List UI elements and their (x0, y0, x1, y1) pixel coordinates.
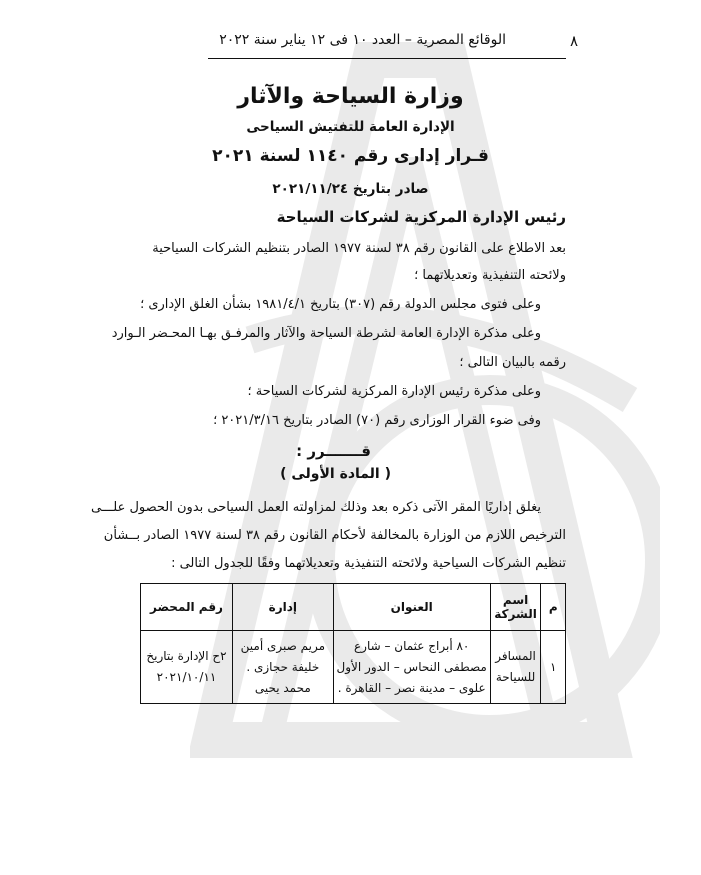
running-title: الوقائع المصرية – العدد ١٠ فى ١٢ يناير سنة ٢٠٢٢ (219, 32, 506, 48)
cell-record-line-1: ٢ح الإدارة بتاريخ (146, 649, 227, 663)
table-row (141, 631, 566, 704)
decides-heading: قـــــــرر : (296, 442, 371, 460)
cell-address-line-1: ٨٠ أبراج عثمان – شارع (353, 638, 470, 653)
department-name: الإدارة العامة للتفتيش السياحى (246, 119, 455, 135)
cell-management-line-1: مريم صبرى أمين (240, 638, 326, 653)
cell-management-line-2: خليفة حجازى . (246, 659, 320, 674)
preamble-line-2: ولائحته التنفيذية وتعديلاتهما ؛ (414, 268, 566, 283)
preamble-line-4: وعلى مذكرة الإدارة العامة لشرطة السياحة والآثار والمرفـق بهـا المحـضر الـوارد (111, 326, 541, 341)
page-header (210, 32, 578, 54)
page-number: ٨ (569, 32, 578, 50)
ministry-title: وزارة السياحة والآثار (237, 84, 464, 109)
header-management: إدارة (232, 584, 333, 631)
closure-table (140, 583, 566, 704)
cell-company-line-2: للسياحة (495, 670, 536, 684)
cell-address (333, 631, 490, 704)
cell-management-line-3: محمد يحيى (254, 680, 311, 695)
header-address: العنوان (333, 584, 490, 631)
header-rule (208, 58, 566, 59)
body-line-3: تنظيم الشركات السياحية ولائحته التنفيذية وتعديلاتهما وفقًا للجدول التالى : (171, 556, 566, 571)
cell-no: ١ (541, 631, 566, 704)
cell-record (141, 631, 233, 704)
body-line-2: الترخيص اللازم من الوزارة بالمخالفة لأحكام القانون رقم ٣٨ لسنة ١٩٧٧ الصادر بــشأن (103, 528, 566, 543)
table-header-row (141, 584, 566, 631)
preamble-line-7: وفى ضوء القرار الوزارى رقم (٧٠) الصادر بتاريخ ٢٠٢١/٣/١٦ ؛ (213, 413, 541, 428)
preamble-line-1: بعد الاطلاع على القانون رقم ٣٨ لسنة ١٩٧٧ الصادر بتنظيم الشركات السياحية (152, 241, 566, 256)
decree-title: قـرار إدارى رقم ١١٤٠ لسنة ٢٠٢١ (212, 146, 489, 166)
body-line-1: يغلق إداريًا المقر الآتى ذكره بعد وذلك لمزاولته العمل السياحى بدون الحصول علـــى (91, 500, 541, 515)
issued-date: صادر بتاريخ ٢٠٢١/١١/٢٤ (272, 181, 429, 197)
cell-record-line-2: ٢٠٢١/١٠/١١ (156, 670, 217, 684)
preamble-line-3: وعلى فتوى مجلس الدولة رقم (٣٠٧) بتاريخ ١٩٨١/٤/١ بشأن الغلق الإدارى ؛ (140, 297, 541, 312)
cell-company-line-1: المسافر (495, 649, 536, 663)
header-company-line-2: الشركة (494, 607, 537, 621)
header-company-line-1: اسم (502, 593, 529, 607)
cell-address-line-3: علوى – مدينة نصر – القاهرة . (337, 680, 486, 695)
preamble-line-5: رقمه بالبيان التالى ؛ (459, 355, 566, 370)
preamble-line-6: وعلى مذكرة رئيس الإدارة المركزية لشركات السياحة ؛ (247, 384, 541, 399)
header-record: رقم المحضر (141, 584, 233, 631)
cell-address-line-2: مصطفى النحاس – الدور الأول (336, 659, 487, 674)
cell-management (232, 631, 333, 704)
cell-company (490, 631, 541, 704)
article-title: ( المادة الأولى ) (280, 466, 391, 482)
issuer-title: رئيس الإدارة المركزية لشركات السياحة (276, 208, 566, 226)
header-company (490, 584, 541, 631)
header-no: م (541, 584, 566, 631)
